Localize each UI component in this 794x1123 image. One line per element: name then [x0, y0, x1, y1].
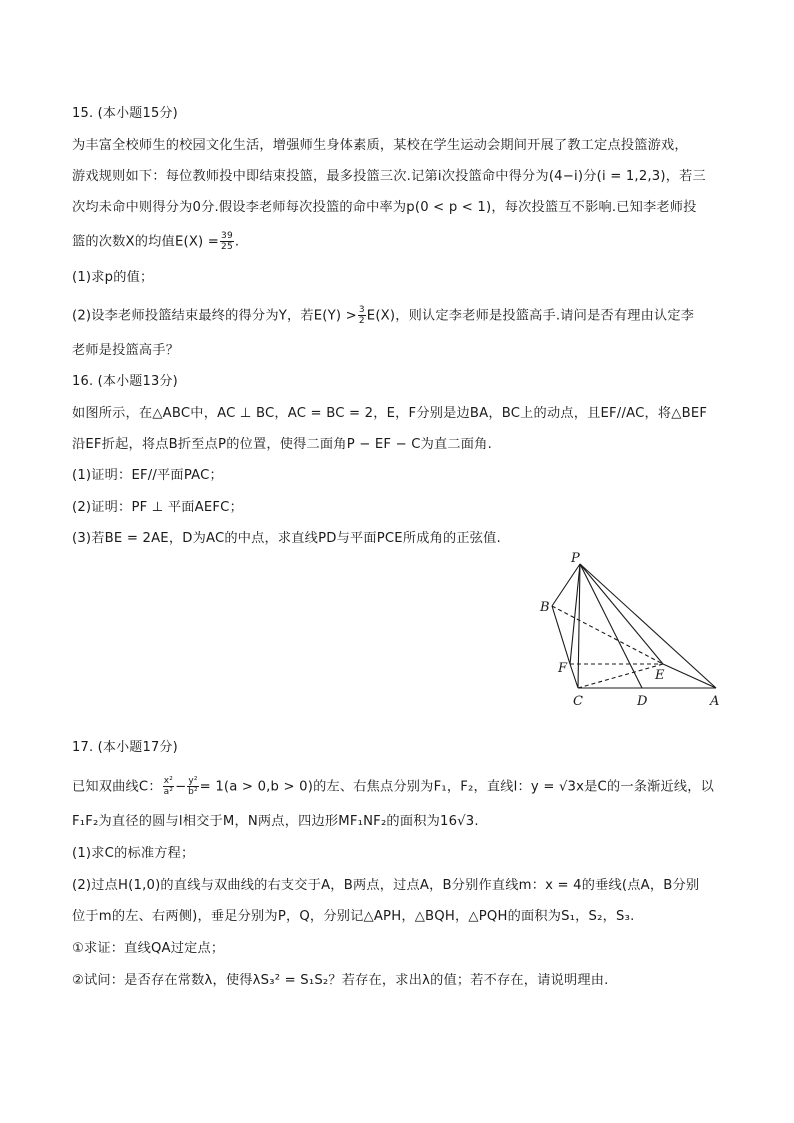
vertex-label-D: D [637, 694, 648, 709]
problem-17-subquestion-1: ①求证：直线QA过定点； [72, 941, 225, 956]
fraction-3-2 [358, 305, 366, 326]
vertex-label-E: E [655, 668, 665, 683]
edge-BF [552, 606, 570, 664]
problem-16-question-3: (3)若BE = 2AE，D为AC的中点，求直线PD与平面PCE所成角的正弦值. [72, 531, 501, 546]
fraction-denominator: 25 [221, 242, 233, 252]
problem-16-text-line-1: 如图所示，在△ABC中，AC ⊥ BC，AC = BC = 2，E，F分别是边BA，BC上的动点，且EF//AC，将△BEF [72, 406, 708, 421]
problem-15-text-line-4 [72, 231, 732, 253]
problem-15-text-line-1: 为丰富全校师生的校园文化生活，增强师生身体素质，某校在学生运动会期间开展了教工定点投篮游戏， [72, 138, 688, 153]
period: . [234, 234, 240, 250]
problem-16-text-line-2: 沿EF折起，将点B折至点P的位置，使得二面角P − EF − C为直二面角. [72, 437, 492, 452]
edge-FC [570, 664, 578, 688]
edge-PE [580, 564, 663, 664]
hyperbola-text-rest: = 1(a > 0,b > 0)的左、右焦点分别为F₁，F₂，直线l：y = √3x是C的一条渐近线，以 [199, 779, 715, 795]
fraction-x2-a2 [163, 776, 174, 797]
problem-15-question-2 [72, 305, 732, 327]
problem-17-text-line-2: F₁F₂为直径的圆与l相交于M，N两点，四边形MF₁NF₂的面积为16√3. [72, 814, 479, 829]
problem-17-question-2-line-2: 位于m的左、右两侧)，垂足分别为P，Q，分别记△APH，△BQH，△PQH的面积为S₁，S₂，S₃. [72, 909, 635, 924]
problem-17-question-2-line-1: (2)过点H(1,0)的直线与双曲线的右支交于A，B两点，过点A，B分别作直线m：x = 4的垂线(点A，B分别 [72, 878, 700, 893]
problem-16-question-1: (1)证明：EF//平面PAC； [72, 468, 223, 483]
vertex-label-C: C [573, 694, 583, 709]
fraction-numerator: 39 [221, 231, 233, 241]
fraction-numerator: 3 [358, 305, 365, 315]
problem-15-text-line-2: 游戏规则如下：每位教师投中即结束投篮，最多投篮三次.记第i次投篮命中得分为(4−i)分(i = 1,2,3)，若三 [72, 169, 706, 184]
edge-EA [663, 664, 716, 688]
problem-15-question-2-continued: 老师是投篮高手？ [72, 343, 180, 358]
problem-17-header: 17. (本小题17分) [72, 740, 178, 755]
problem-15-header: 15. (本小题15分) [72, 106, 178, 121]
fraction-numerator: x² [163, 776, 174, 786]
vertex-label-A: A [710, 694, 720, 709]
question-2-text-b: E(X)，则认定李老师是投篮高手.请问是否有理由认定李 [366, 308, 695, 324]
problem-16-question-2: (2)证明：PF ⊥ 平面AEFC； [72, 500, 243, 515]
problem-17-text-line-1 [72, 776, 732, 798]
vertex-label-B: B [540, 600, 550, 615]
fraction-denominator: 2 [358, 316, 365, 326]
fraction-y2-b2 [187, 776, 198, 797]
problem-15-text-line-3: 次均未命中则得分为0分.假设李老师每次投篮的命中率为p(0 < p < 1)，每次投篮互不影响.已知李老师投 [72, 200, 697, 215]
edge-CE-dashed [578, 664, 663, 688]
fraction-numerator: y² [188, 776, 198, 786]
problem-16-header: 16. (本小题13分) [72, 374, 178, 389]
problem-17-question-1: (1)求C的标准方程； [72, 846, 195, 861]
fraction-denominator: a² [163, 787, 174, 797]
minus-sign: − [175, 779, 187, 795]
hyperbola-intro: 已知双曲线C： [72, 779, 162, 795]
edge-PA [580, 564, 716, 688]
edge-PB [552, 564, 580, 606]
problem-15-expectation-text: 篮的次数X的均值E(X) = [72, 234, 220, 250]
edge-BE-dashed [552, 606, 663, 664]
geometry-figure [530, 548, 730, 713]
fraction-denominator: b² [188, 787, 198, 797]
vertex-label-F: F [558, 661, 568, 676]
problem-17-subquestion-2: ②试问：是否存在常数λ，使得λS₃² = S₁S₂？若存在，求出λ的值；若不存在，请说明理由. [72, 973, 609, 988]
problem-15-question-1: (1)求p的值； [72, 270, 154, 285]
fraction-39-25 [220, 231, 234, 252]
question-2-text-a: (2)设李老师投篮结束最终的得分为Y，若E(Y) > [72, 308, 357, 324]
vertex-label-P: P [571, 551, 580, 566]
